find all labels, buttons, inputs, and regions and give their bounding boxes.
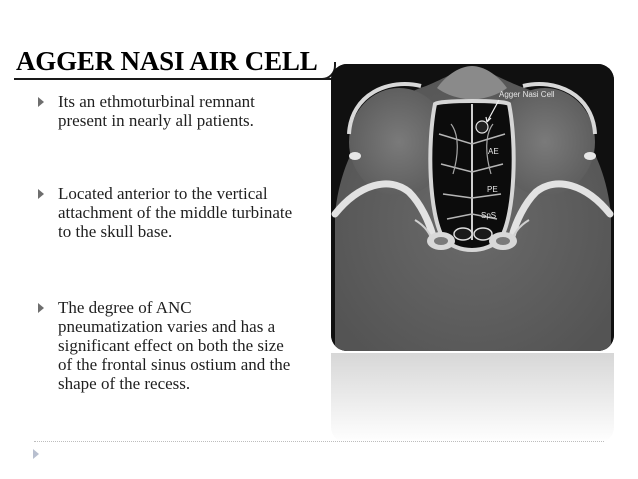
- footer-arrow-icon: [33, 449, 39, 459]
- pe-label: PE: [487, 185, 498, 194]
- ct-scan-image: [331, 64, 614, 351]
- bullet-text: The degree of ANC pneumatization varies and has a significant effect on both the size of the frontal sinus ostium and the shape of the recess.: [58, 298, 291, 393]
- title-underline: [14, 78, 334, 80]
- sps-label: SpS: [481, 211, 497, 220]
- slide-title: AGGER NASI AIR CELL: [16, 46, 318, 76]
- agger-nasi-label: Agger Nasi Cell: [499, 90, 555, 99]
- bullet-text: Its an ethmoturbinal remnant present in nearly all patients.: [58, 92, 255, 130]
- bullet-arrow-icon: [38, 303, 44, 313]
- footer-divider: [34, 441, 604, 442]
- bullet-arrow-icon: [38, 97, 44, 107]
- ct-scan-illustration: [331, 64, 614, 351]
- bullet-text: Located anterior to the vertical attachment of the middle turbinate to the skull base.: [58, 184, 293, 241]
- bullet-arrow-icon: [38, 189, 44, 199]
- image-reflection: [331, 353, 614, 443]
- ae-label: AE: [488, 147, 499, 156]
